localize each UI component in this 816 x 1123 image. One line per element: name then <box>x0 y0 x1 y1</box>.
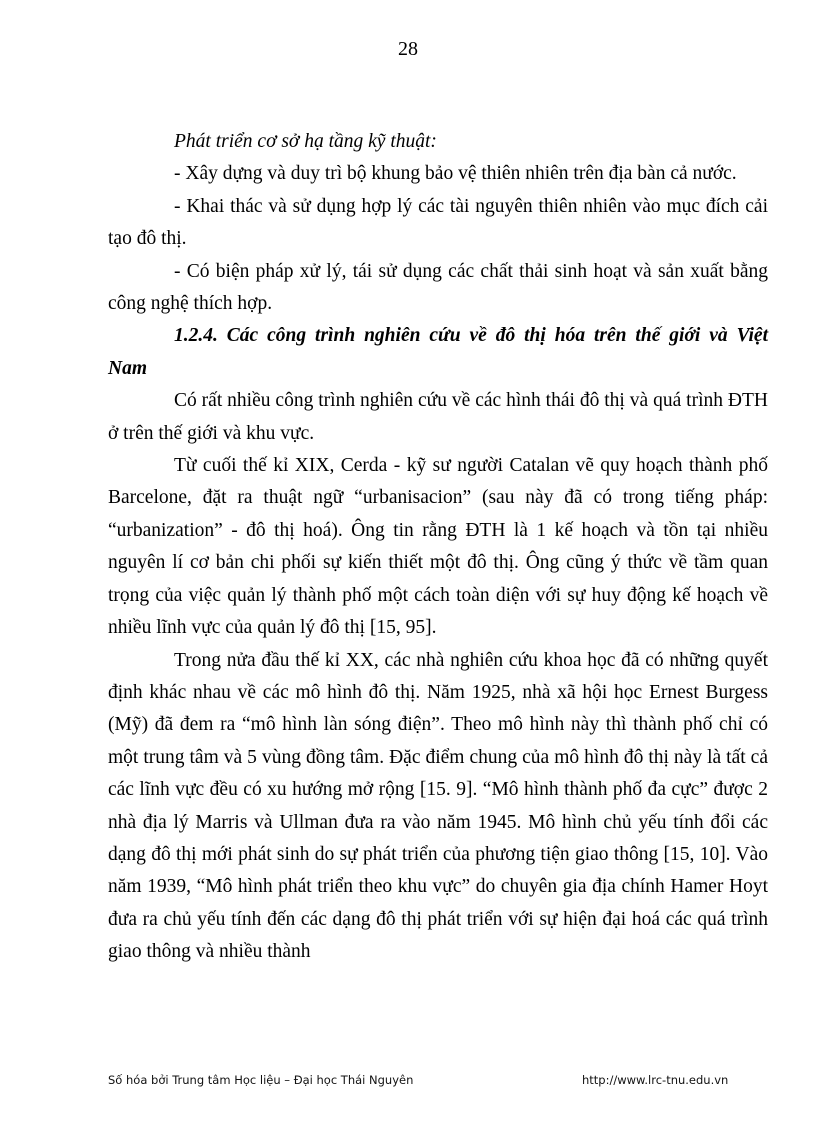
paragraph: Trong nửa đầu thế kỉ XX, các nhà nghiên cứu khoa học đã có những quyết định khác nhau về các mô hình đô thị. Năm 1925, nhà xã hội học Ernest Burgess (Mỹ) đã đem ra “mô hình làn sóng điện”. Theo mô hình này thì thành phố chỉ có một trung tâm và 5 vùng đồng tâm. Đặc điểm chung của mô hình đô thị này là tất cả các lĩnh vực đều có xu hướng mở rộng [15. 9]. “Mô hình thành phố đa cực” được 2 nhà địa lý Marris và Ullman đưa ra vào năm 1945. Mô hình chủ yếu tính đổi các dạng đô thị mới phát sinh do sự phát triển của phương tiện giao thông [15, 10]. Vào năm 1939, “Mô hình phát triển theo khu vực” do chuyên gia địa chính Hamer Hoyt đưa ra chủ yếu tính đến các dạng đô thị phát triển với sự hiện đại hoá các quá trình giao thông và nhiều thành <box>108 649 768 963</box>
section-heading: 1.2.4. Các công trình nghiên cứu về đô thị hóa trên thế giới và Việt Nam <box>108 325 768 379</box>
footer-url: http://www.lrc-tnu.edu.vn <box>582 1073 729 1087</box>
document-body <box>108 126 768 969</box>
paragraph: Từ cuối thế kỉ XIX, Cerda - kỹ sư người Catalan vẽ quy hoạch thành phố Barcelone, đặt ra thuật ngữ “urbanisacion” (sau này đã có trong tiếng pháp: “urbanization” - đô thị hoá). Ông tin rằng ĐTH là 1 kế hoạch và tồn tại nhiều nguyên lí cơ bản chi phối sự kiến thiết một đô thị. Ông cũng ý thức về tầm quan trọng của việc quản lý thành phố một cách toàn diện với sự huy động kế hoạch về nhiều lĩnh vực của quản lý đô thị [15, 95]. <box>108 455 768 639</box>
page-number: 28 <box>398 38 418 60</box>
footer-source: Số hóa bởi Trung tâm Học liệu – Đại học Thái Nguyên <box>108 1073 414 1087</box>
bullet-item: - Có biện pháp xử lý, tái sử dụng các chất thải sinh hoạt và sản xuất bằng công nghệ thích hợp. <box>108 260 768 315</box>
subheading: Phát triển cơ sở hạ tầng kỹ thuật: <box>174 131 437 152</box>
paragraph: Có rất nhiều công trình nghiên cứu về các hình thái đô thị và quá trình ĐTH ở trên thế giới và khu vực. <box>108 390 768 444</box>
bullet-item: - Khai thác và sử dụng hợp lý các tài nguyên thiên nhiên vào mục đích cải tạo đô thị. <box>108 195 768 250</box>
bullet-item: - Xây dựng và duy trì bộ khung bảo vệ thiên nhiên trên địa bàn cả nước. <box>174 163 737 185</box>
